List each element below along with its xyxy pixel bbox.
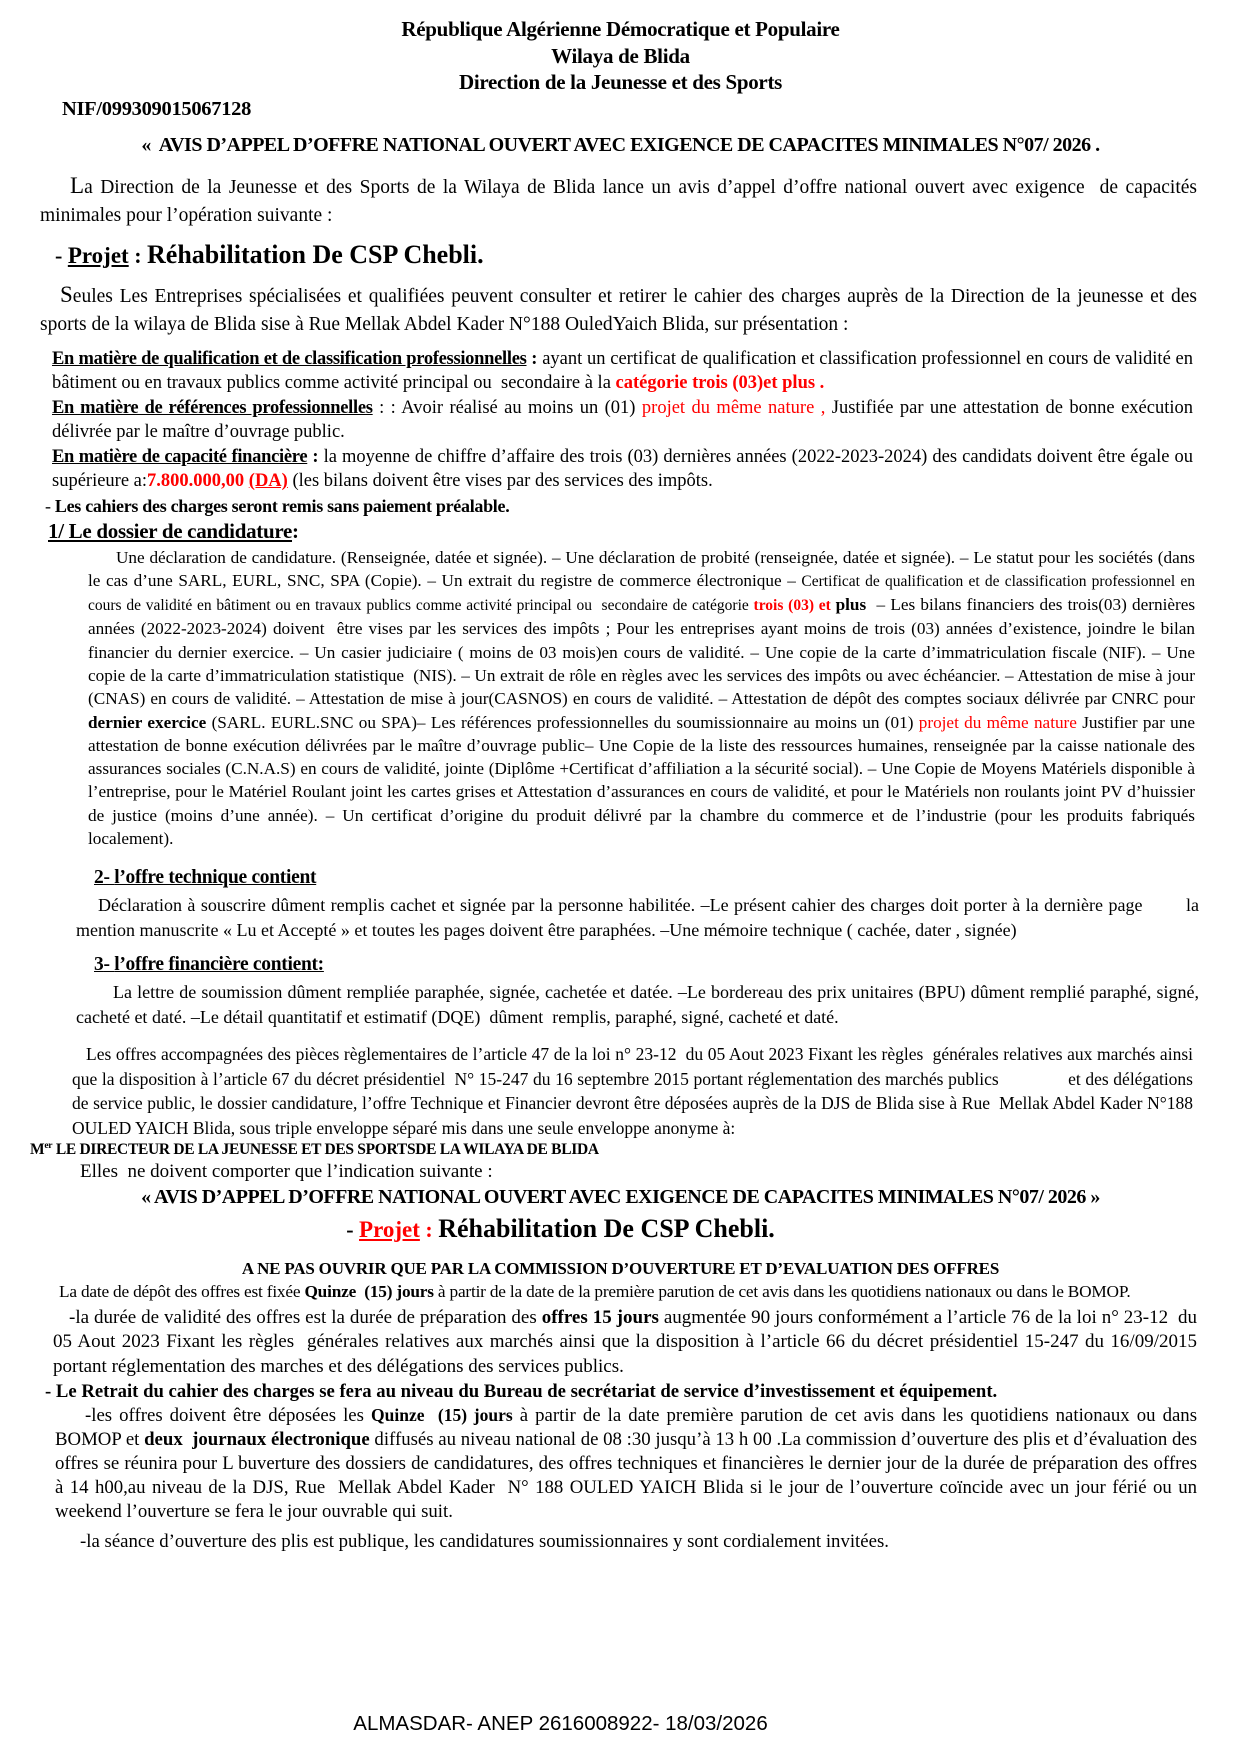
text-run: : <box>292 518 299 543</box>
text-run: Justifiée par une attestation de bonne exécution délivrée par le maître d’ouvrage public. <box>52 397 1198 442</box>
text-run: En matière de références professionnelles <box>52 397 373 418</box>
deposit-date-paragraph <box>33 1280 1197 1304</box>
text-run: En matière de capacité financière <box>52 446 308 467</box>
text-run: Certificat de qualification et de classification professionnel en cours de validité en bâtiment ou en travaux publics comme activité principal ou secondaire de catégorie <box>88 572 1199 615</box>
text-run: eules Les Entreprises spécialisées et qualifiées peuvent consulter et retirer le cahier des charges auprès de la Direction de la jeunesse et des sports de la wilaya de Blida sise à Rue Mellak Abdel Kader N°188 OuledYaich Blida, sur présentation : <box>40 285 1202 335</box>
text-run: Les offres accompagnées des pièces règlementaires de l’article 47 de la loi n° 23-12 du 05 Aout 2023 Fixant les règles générales relatives aux marchés ainsi que la disposition à l’article 67 du décret présidentiel N° 15-247 du 16 septembre 2015 portant réglementation des marchés publics et des délégations de service public, le dossier candidature, l’offre Technique et Financier devront être déposées auprès de la DJS de Blida sise à Rue Mellak Abdel Kader N°188 OULED YAICH Blida, sous triple enveloppe séparé mis dans une seule enveloppe anonyme à: <box>72 1044 1198 1138</box>
text-run: « AVIS D’APPEL D’OFFRE NATIONAL OUVERT AVEC EXIGENCE DE CAPACITES MINIMALES N°07/ 2026 » <box>141 1186 1100 1209</box>
text-run: Direction de la Jeunesse et des Sports <box>458 70 783 94</box>
text-run: à partir de la date de la première parution de cet avis dans les quotidiens nationaux ou dans le BOMOP. <box>433 1282 1131 1302</box>
project-label: Projet <box>359 1217 420 1243</box>
text-run: - <box>103 954 115 976</box>
text-run: : <box>419 1217 439 1243</box>
text-run: A NE PAS OUVRIR QUE PAR LA COMMISSION D’OUVERTURE ET D’EVALUATION DES OFFRES <box>241 1259 1000 1279</box>
text-run: augmentée 90 jours conformément a l’article 76 de la loi n° 23-12 du 05 Aout 2023 Fixant les règles générales relatives aux marchés ainsi que la disposition à l’article 66 du décret présidentiel 15-247 du 16/09/2015 portant réglementation des marches et des délégations des services publics. <box>53 1306 1202 1377</box>
text-run: l’offre technique contient <box>114 867 317 889</box>
text-run: - <box>103 867 115 889</box>
text-run: M <box>30 1141 45 1159</box>
opening-paragraph <box>55 1404 1202 1523</box>
text-run: (SARL. EURL.SNC ou SPA)– Les références professionnelles du soumissionnaire au moins un (01) <box>206 712 919 732</box>
text-run: (les bilans doivent être vises par des services des impôts. <box>287 471 713 491</box>
submission-paragraph <box>72 1042 1198 1140</box>
text-run: Justifier par une attestation de bonne exécution délivrées par le maître d’ouvrage public– Une Copie de la liste des ressources humaines, renseignée par la caisse nationale des assurances sociales (C.N.A.S) en cours de validité, jointe (Diplôme +Certificat d’affiliation a la sécurité social). – Une Copie de Moyens Matériels disponible à l’entreprise, pour le Matériel Roulant joint les cartes grises et Attestation d’assurances en cours de validité, et pour le Matériels non roulants joint PV d’huissier de justice (moins d’une année). – Un certificat d’origine du produit délivré par la chambre du commerce et de l’industrie (pour les produits fabriqués localement). <box>88 712 1200 849</box>
text-run: - Le Retrait du cahier des charges se fera au niveau du Bureau de secrétariat de service d’investissement et équipement. <box>45 1381 998 1403</box>
qualification-requirement <box>52 347 1198 396</box>
text-run: -les offres doivent être déposées les <box>85 1405 371 1427</box>
project-line <box>55 237 1241 277</box>
tender-title <box>0 132 1241 158</box>
technical-offer-heading <box>94 864 1241 891</box>
candidature-dossier-heading <box>48 518 1241 544</box>
header-line-wilaya <box>0 43 1241 70</box>
text-run: S <box>60 281 73 307</box>
project-name: Réhabilitation De CSP Chebli. <box>147 239 484 269</box>
category-requirement: catégorie trois (03)et plus . <box>615 373 825 393</box>
retrait-note <box>45 1379 1241 1404</box>
text-run: - <box>346 1217 360 1243</box>
text-run: - <box>45 495 55 516</box>
project-name: Réhabilitation De CSP Chebli. <box>438 1214 775 1244</box>
text-run: 2 <box>94 867 104 889</box>
indication-line <box>80 1160 1241 1184</box>
text-run: projet du même nature <box>918 712 1077 732</box>
text-run: Wilaya de Blida <box>551 43 690 68</box>
text-run: : : Avoir réalisé au moins un (01) <box>372 397 642 418</box>
text-run: « AVIS D’APPEL D’OFFRE NATIONAL OUVERT AVEC EXIGENCE DE CAPACITES MINIMALES N°07/ 2026 . <box>141 133 1100 156</box>
financial-capacity-requirement <box>52 445 1198 494</box>
text-run: diffusés au niveau national de 08 :30 jusqu’à 13 h 00 .La commission d’ouverture des plis et d’évaluation des offres se réunira pour L buverture des dossiers de candidatures, des offres techniques et financières le dernier jour de la durée de préparation des offres à 14 h00,au niveau de la DJS, Rue Mellak Abdel Kader N° 188 OULED YAICH Blida si le jour de l’ouverture coïncide avec un jour férié ou un weekend l’ouverture se fera le jour ouvrable qui suit. <box>55 1429 1202 1522</box>
project-line-repeat <box>0 1212 1121 1250</box>
text-run: dernier exercice <box>88 712 207 732</box>
deposit-deadline: Quinze (15) jours <box>304 1282 434 1302</box>
header-line-direction <box>0 69 1241 96</box>
text-run: Les cahiers des charges seront remis sans paiement préalable. <box>54 495 510 516</box>
text-run: ayant un certificat de qualification et classification professionnel en cours de validité en bâtiment ou en travaux publics comme activité principal ou secondaire à la <box>52 348 1198 393</box>
candidature-dossier-paragraph <box>88 546 1200 851</box>
text-run: En matière de qualification et de classification professionnelles <box>52 348 527 369</box>
text-run: Elles ne doivent comporter que l’indication suivante : <box>80 1161 493 1183</box>
text-run: à partir de la date première parution de cet avis dans les quotidiens nationaux ou dans BOMOP et <box>55 1405 1202 1451</box>
project-label: Projet <box>67 242 129 268</box>
text-run: -la durée de validité des offres est la durée de préparation des <box>69 1306 542 1328</box>
text-run: l’offre financière contient: <box>114 954 324 976</box>
text-run: projet du même nature , <box>641 397 826 418</box>
tender-title-repeat <box>0 1184 1241 1210</box>
text-run: offres 15 jours <box>541 1306 659 1328</box>
financial-offer-heading <box>94 951 1241 978</box>
currency-label: (DA) <box>248 471 288 491</box>
text-run: La date de dépôt des offres est fixée <box>59 1282 305 1302</box>
text-run: - <box>55 242 68 268</box>
references-requirement <box>52 396 1198 445</box>
text-run: République Algérienne Démocratique et Populaire <box>401 17 840 41</box>
header-line-republique <box>0 16 1241 43</box>
text-run: trois (03) et <box>753 597 836 615</box>
text-run: Une déclaration de candidature. (Renseignée, datée et signée). – Une déclaration de probité (renseignée, datée et signée). – Le statut pour les sociétés (dans le cas d’une SARL, EURL, SNC, SPA (Copie). – Un extrait du registre de commerce électronique – <box>88 547 1200 590</box>
text-run: a Direction de la Jeunesse et des Sports de la Wilaya de Blida lance un avis d’appel d’offre national ouvert avec exigence de capacités minimales pour l’opération suivante : <box>40 176 1202 226</box>
anep-footer: ALMASDAR- ANEP 2616008922- 18/03/2026 <box>353 1712 768 1735</box>
text-run: -la séance d’ouverture des plis est publique, les candidatures soumissionnaires y sont cordialement invitées. <box>80 1531 889 1553</box>
director-title: LE DIRECTEUR DE LA JEUNESSE ET DES SPORTSDE LA WILAYA DE BLIDA <box>52 1141 599 1159</box>
text-run: 1/ Le dossier de candidature <box>48 518 293 543</box>
text-run: Quinze (15) jours <box>371 1405 513 1426</box>
amount-value: 7.800.000,00 <box>147 471 249 491</box>
commission-warning <box>0 1258 1241 1280</box>
director-line <box>30 1140 1241 1160</box>
eligibility-paragraph <box>40 281 1202 339</box>
text-run: la moyenne de chiffre d’affaire des trois (03) dernières années (2022-2023-2024) des candidats doivent être égale ou supérieure a: <box>52 446 1198 491</box>
nif-line <box>62 96 1241 122</box>
technical-offer-paragraph <box>76 893 1204 943</box>
text-run: : <box>128 242 148 268</box>
text-run: 3 <box>94 954 104 976</box>
free-charge-note <box>45 494 1241 518</box>
financial-offer-paragraph <box>76 980 1204 1030</box>
text-run: – Les bilans financiers des trois(03) dernières années (2022-2023-2024) doivent être vises par les services des impôts ; Pour les entreprises ayant moins de trois (03) années d’existence, joindre le bilan financier du dernier exercice. – Un casier judiciaire ( moins de 03 mois)en cours de validité. – Une copie de la carte d’immatriculation fiscale (NIF). – Une copie de la carte d’immatriculation statistique (NIS). – Un extrait de rôle en règles avec les services des impôts ou avec échéancier. – Attestation de mise à jour (CNAS) en cours de validité. – Attestation de mise à jour(CASNOS) en cours de validité. – Attestation de dépôt des comptes sociaux délivrée par CNRC pour <box>88 595 1200 709</box>
text-run: La lettre de soumission dûment rempliée paraphée, signée, cachetée et datée. –Le bordereau des prix unitaires (BPU) dûment remplié paraphé, signé, cacheté et daté. –Le détail quantitatif et estimatif (DQE) dûment remplis, paraphé, signé, cacheté et daté. <box>76 982 1204 1028</box>
public-session-note <box>80 1529 1241 1554</box>
nif-number: NIF/099309015067128 <box>62 97 252 120</box>
text-run: deux journaux électronique <box>144 1429 370 1451</box>
text-run: plus <box>835 595 867 615</box>
text-run: : <box>307 446 324 467</box>
text-run: : <box>526 348 543 369</box>
intro-paragraph <box>40 172 1202 231</box>
text-run: L <box>70 172 85 198</box>
text-run: er <box>44 1140 53 1152</box>
validity-paragraph <box>53 1306 1202 1380</box>
text-run: Déclaration à souscrire dûment remplis cachet et signée par la personne habilitée. –Le présent cahier des charges doit porter à la dernière page la mention manuscrite « Lu et Accepté » et toutes les pages doivent être paraphées. –Une mémoire technique ( cachée, dater , signée) <box>76 895 1204 941</box>
